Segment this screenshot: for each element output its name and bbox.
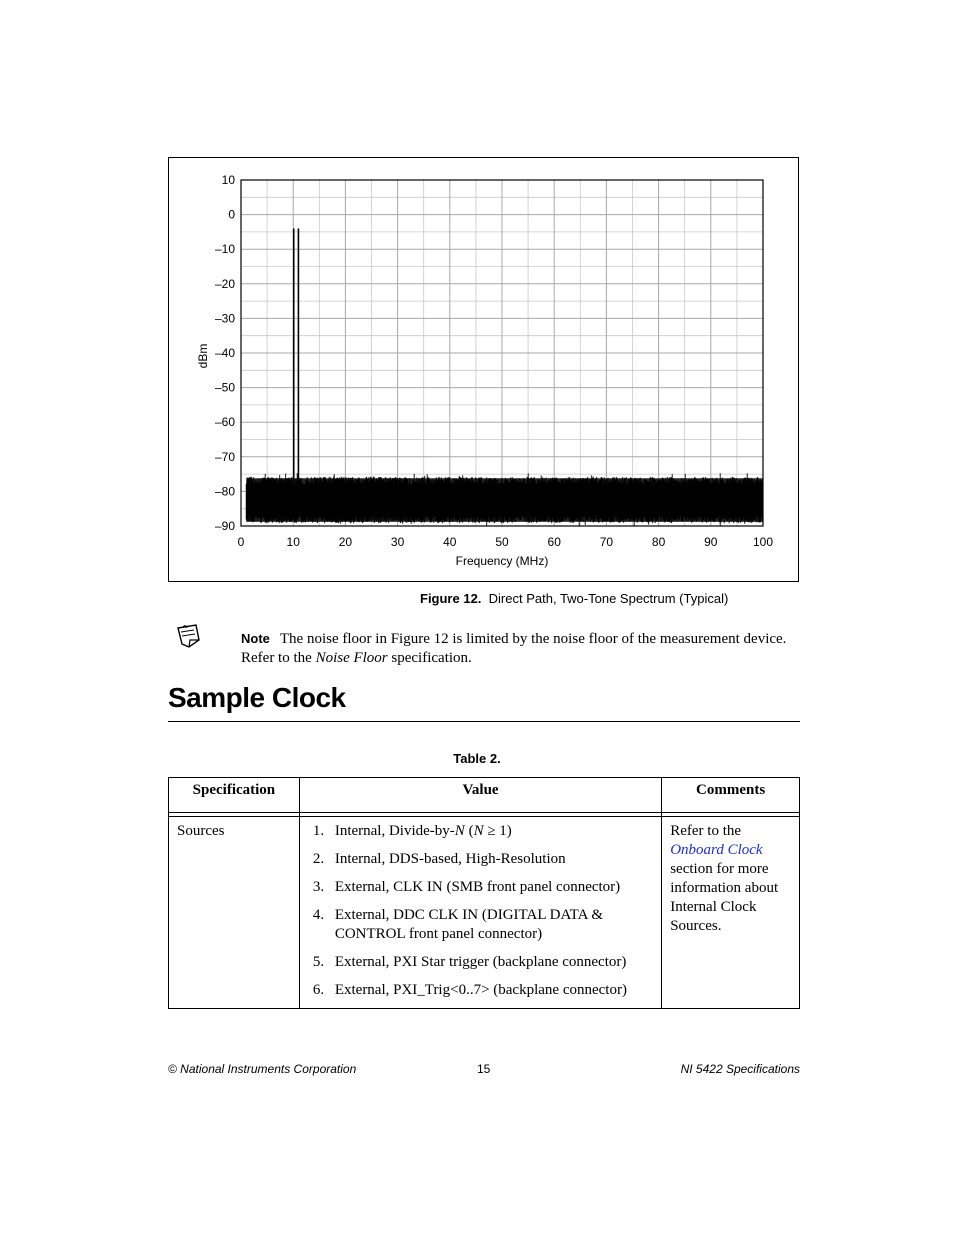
list-item: 1. Internal, Divide-by-N (N ≥ 1) xyxy=(328,822,653,841)
note-icon xyxy=(174,624,204,650)
header-value: Value xyxy=(299,778,661,813)
x-tick-label: 0 xyxy=(237,535,245,549)
footer-page-number: 15 xyxy=(477,1062,491,1076)
y-tick-label: –70 xyxy=(214,449,235,464)
table-row xyxy=(169,817,800,1009)
y-tick-label: –50 xyxy=(214,380,235,395)
list-item: 4. External, DDC CLK IN (DIGITAL DATA & CONTROL front panel connector) xyxy=(328,906,653,944)
footer-doc-title: NI 5422 Specifications xyxy=(680,1062,800,1076)
x-tick-label: 40 xyxy=(443,535,457,549)
x-tick-label: 60 xyxy=(547,535,561,549)
note-text-1: The noise floor in Figure 12 is limited by the noise floor of the measurement device. Refer to the xyxy=(241,631,787,666)
y-tick-label: –80 xyxy=(214,484,235,499)
note-paragraph xyxy=(241,629,801,668)
sample-clock-table xyxy=(168,777,800,1009)
list-item: 2. Internal, DDS-based, High-Resolution xyxy=(328,850,653,869)
list-item: 5. External, PXI Star trigger (backplane connector) xyxy=(328,953,653,972)
y-tick-label: 10 xyxy=(221,173,235,187)
onboard-clock-link[interactable]: Onboard Clock xyxy=(670,842,763,858)
spec-cell: Sources xyxy=(169,817,300,1009)
figure-frame xyxy=(168,157,799,582)
noise-floor-band xyxy=(246,478,763,522)
value-cell xyxy=(299,817,661,1009)
table-header-row xyxy=(169,778,800,813)
y-tick-label: –40 xyxy=(214,346,235,360)
section-divider xyxy=(168,721,800,722)
header-comments: Comments xyxy=(662,778,800,813)
y-tick-label: 0 xyxy=(228,207,235,222)
table-caption: Table 2. xyxy=(453,751,501,766)
figure-caption xyxy=(420,591,728,606)
x-tick-label: 30 xyxy=(390,535,405,549)
y-axis-label: dBm xyxy=(196,343,210,369)
list-item: 6. External, PXI_Trig<0..7> (backplane connector) xyxy=(328,981,653,1000)
y-tick-label: –90 xyxy=(214,519,235,533)
x-axis-label: Frequency (MHz) xyxy=(455,554,549,568)
footer-copyright: © National Instruments Corporation xyxy=(168,1062,357,1076)
y-tick-label: –10 xyxy=(214,242,235,257)
y-tick-label: –60 xyxy=(214,415,235,430)
x-tick-label: 80 xyxy=(651,535,666,549)
note-text-2: specification. xyxy=(387,650,472,666)
spectrum-chart xyxy=(169,158,800,583)
note-label: Note xyxy=(241,631,270,646)
x-tick-label: 100 xyxy=(752,535,774,549)
x-tick-label: 10 xyxy=(286,535,300,549)
x-tick-label: 50 xyxy=(495,535,509,549)
comment-text-2: section for more information about Internal Clock Sources. xyxy=(670,861,779,934)
x-tick-label: 20 xyxy=(338,535,353,549)
x-tick-label: 90 xyxy=(704,535,718,549)
figure-number: Figure 12. xyxy=(420,591,482,606)
list-item: 3. External, CLK IN (SMB front panel connector) xyxy=(328,878,653,897)
comment-text-1: Refer to the xyxy=(670,823,742,839)
header-specification: Specification xyxy=(169,778,300,813)
y-tick-label: –30 xyxy=(214,311,235,326)
figure-caption-text: Direct Path, Two-Tone Spectrum (Typical) xyxy=(488,591,729,606)
section-title: Sample Clock xyxy=(168,682,346,713)
note-noise-floor-ref: Noise Floor xyxy=(315,650,388,666)
x-tick-label: 70 xyxy=(599,535,614,549)
y-tick-label: –20 xyxy=(214,276,235,291)
sources-list xyxy=(308,822,653,1000)
comments-cell xyxy=(662,817,800,1009)
